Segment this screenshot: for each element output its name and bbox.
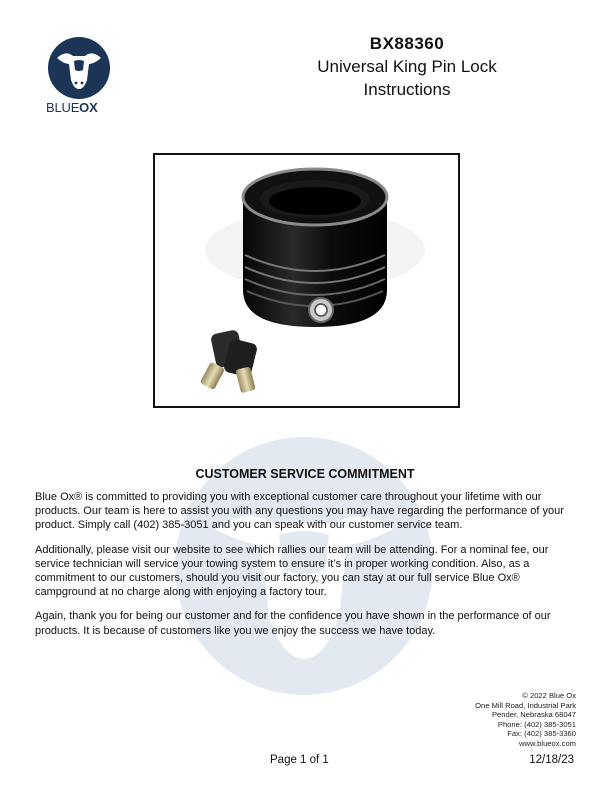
- logo-text-bold: OX: [79, 100, 98, 115]
- ox-head-icon: [48, 37, 110, 99]
- city-state-zip: Pender, Nebraska 68047: [491, 710, 576, 720]
- product-title-line1: Universal King Pin Lock: [317, 57, 497, 76]
- page-number: Page 1 of 1: [270, 754, 329, 766]
- logo-text-light: BLUE: [46, 100, 80, 115]
- logo-wordmark: [46, 100, 112, 115]
- product-photo: [153, 153, 460, 408]
- paragraph-1: Blue Ox® is committed to providing you with exceptional customer care throughout your lifetime with our products. Our team is here to assist you with any questions you may have regarding the performance of your product. Simply call (402) 385-3051 and you can speak with our customer service team.: [35, 491, 564, 532]
- copyright: © 2022 Blue Ox: [522, 691, 576, 700]
- king-pin-lock-image: [155, 155, 458, 406]
- blue-ox-logo: [46, 37, 112, 115]
- product-title-line2: Instructions: [363, 80, 451, 99]
- company-address: [475, 691, 576, 749]
- document-header: [300, 34, 514, 100]
- document-date: 12/18/23: [529, 754, 574, 766]
- fax: Fax: (402) 385-3360: [507, 729, 576, 739]
- paragraph-3: Again, thank you for being our customer and for the confidence you have shown in the performance of our products. It is because of customers like you we enjoy the success we have today.: [35, 610, 551, 637]
- model-number: BX88360: [369, 34, 445, 53]
- street-address: One Mill Road, Industrial Park: [475, 700, 576, 710]
- paragraph-2: Additionally, please visit our website to see which rallies our team will be attending. For a nominal fee, our service technician will service your towing system to ensure it’s in proper working condition. Also, as a commitment to our customers, should you visit our factory, you can stay at our full service Blue Ox® campground at no charge along with enjoying a factory tour.: [35, 543, 549, 599]
- customer-service-section: [35, 467, 575, 648]
- phone: Phone: (402) 385-3051: [497, 719, 576, 729]
- section-title: CUSTOMER SERVICE COMMITMENT: [195, 467, 415, 481]
- website-link[interactable]: www.blueox.com: [519, 738, 576, 748]
